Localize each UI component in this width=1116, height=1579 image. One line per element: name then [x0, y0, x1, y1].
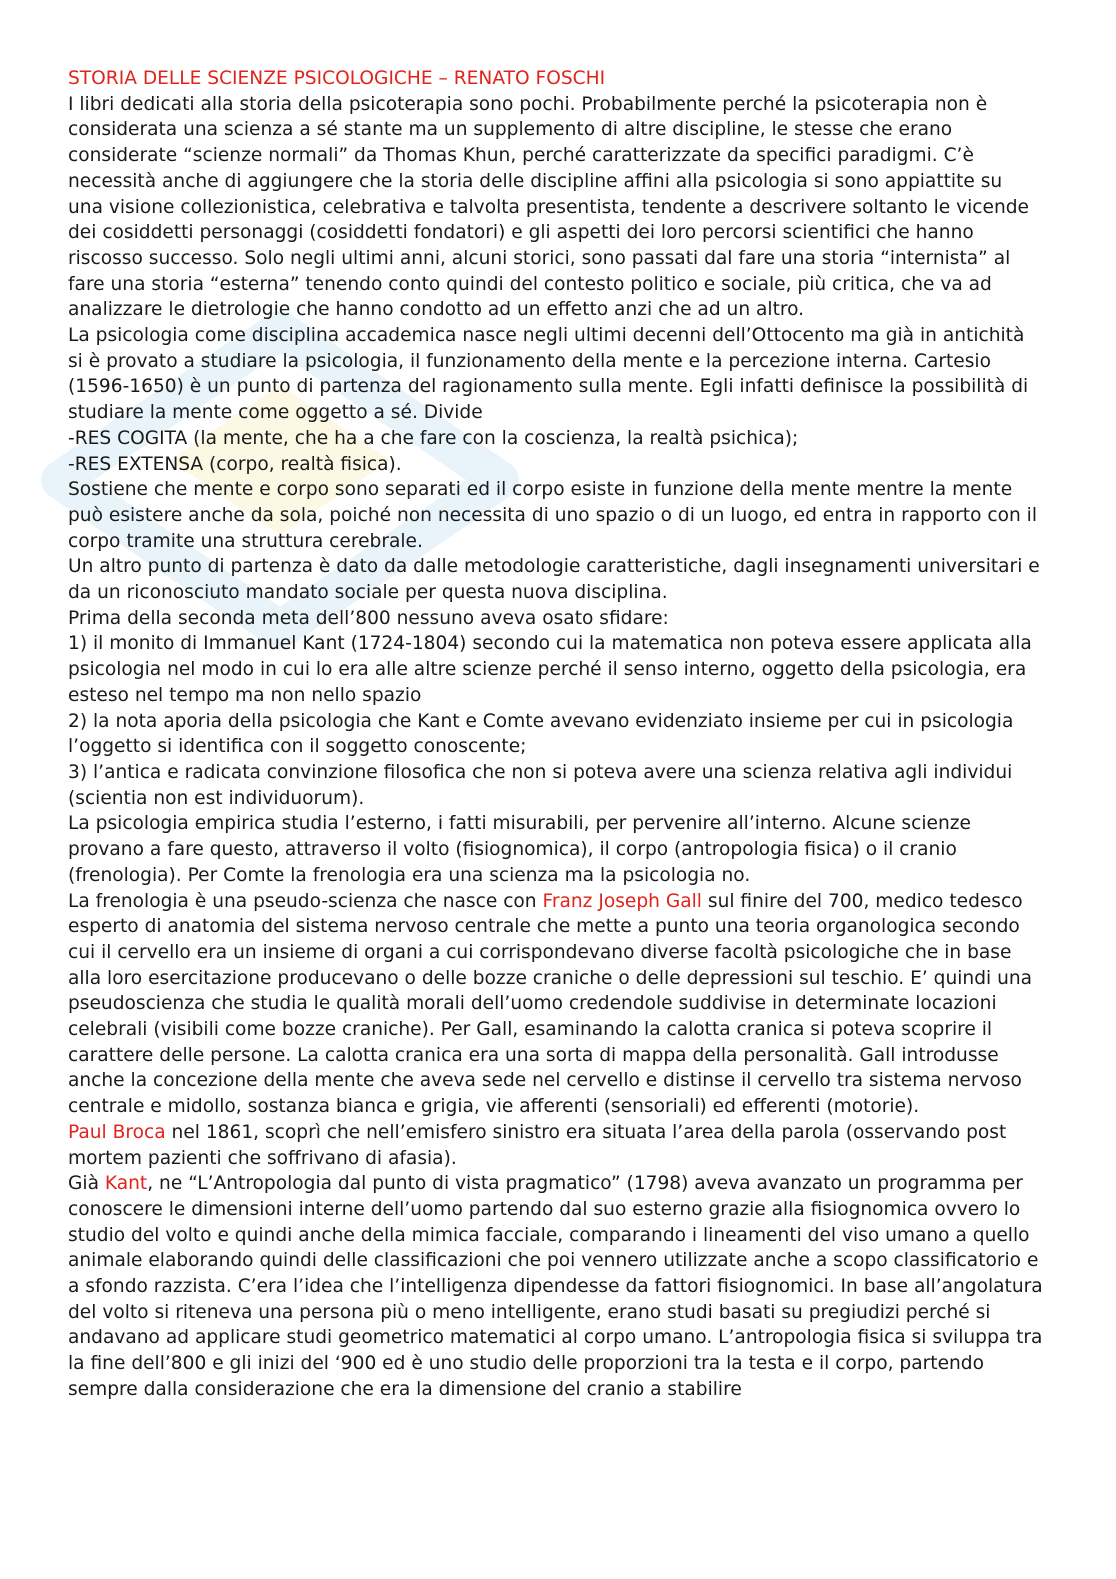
paragraph-mind-body: Sostiene che mente e corpo sono separati ed il corpo esiste in funzione della mente mentre la mente può esistere anche da sola, poiché non necessita di uno spazio o di un luogo, ed entra in rapporto con il corpo tramite una struttura cerebrale.	[68, 479, 1037, 552]
kant-name: Kant	[104, 1173, 148, 1195]
paragraph-challenge-intro: Prima della seconda meta dell’800 nessuno aveva osato sfidare:	[68, 607, 669, 629]
broca-text-after: nel 1861, scoprì che nell’emisfero sinistro era situata l’area della parola (osservando post mortem pazienti che soffrivano di afasia).	[68, 1121, 1007, 1169]
gall-text-after: sul finire del 700, medico tedesco esperto di anatomia del sistema nervoso centrale che mette a punto una teoria organologica secondo cui il cervello era un insieme di organi a cui corrispondevano diverse facoltà psicologiche che in base alla loro esercitazione producevano o delle bozze craniche o delle depressioni sul teschio. E’ quindi una pseudoscienza che studia le qualità morali dell’uomo credendole suddivise in determinate locazioni celebrali (visibili come bozze craniche). Per Gall, esaminando la calotta cranica si poteva scoprire il carattere delle persone. La calotta cranica era una sorta di mappa della personalità. Gall introdusse anche la concezione della mente che aveva sede nel cervello e distinse il cervello tra sistema nervoso centrale e midollo, sostanza bianca e grigia, vie afferenti (sensoriali) ed efferenti (motorie).	[68, 890, 1033, 1118]
kant-text-after: , ne “L’Antropologia dal punto di vista pragmatico” (1798) aveva avanzato un programma per conoscere le dimensioni interne dell’uomo partendo dal suo esterno grazie alla fisiognomica ovvero lo studio del volto e quindi anche della mimica facciale, comparando i lineamenti del viso umano a quello animale elaborando quindi delle classificazioni che poi vennero utilizzate anche a scopo classificatorio e a sfondo razzista. C’era l’idea che l’intelligenza dipendesse da fattori fisiognomici. In base all’angolatura del volto si riteneva una persona più o meno intelligente, erano studi basati su pregiudizi perché si andavano ad applicare studi geometrico matematici al corpo umano. L’antropologia fisica si sviluppa tra la fine dell’800 e gli inizi del ‘900 ed è uno studio delle proporzioni tra la testa e il corpo, partendo sempre dalla considerazione che era la dimensione del cranio a stabilire	[68, 1173, 1043, 1400]
broca-name: Paul Broca	[68, 1121, 166, 1143]
list-item-2: 2) la nota aporia della psicologia che Kant e Comte avevano evidenziato insieme per cui in psicologia l’oggetto si identifica con il soggetto conoscente;	[68, 710, 1014, 758]
paragraph-intro: I libri dedicati alla storia della psicoterapia sono pochi. Probabilmente perché la psicoterapia non è considerata una scienza a sé stante ma un supplemento di altre discipline, le stesse che erano considerate “scienze normali” da Thomas Khun, perché caratterizzate da specifici paradigmi. C’è necessità anche di aggiungere che la storia delle discipline affini alla psicologia si sono appiattite su una visione collezionistica, celebrativa e talvolta presentista, tendente a descrivere soltanto le vicende dei cosiddetti personaggi (cosiddetti fondatori) e gli aspetti dei loro percorsi scientifici che hanno riscosso successo. Solo negli ultimi anni, alcuni storici, sono passati dal fare una storia “internista” al fare una storia “esterna” tenendo conto quindi del contesto politico e sociale, più critica, che va ad analizzare le dietrologie che hanno condotto ad un effetto anzi che ad un altro.	[68, 93, 1029, 321]
paragraph-gall	[68, 889, 1043, 1120]
paragraph-res-extensa: -RES EXTENSA (corpo, realtà fisica).	[68, 453, 402, 475]
paragraph-empirical: La psicologia empirica studia l’esterno, i fatti misurabili, per pervenire all’interno. Alcune scienze provano a fare questo, attraverso il volto (fisiognomica), il corpo (antropologia fisica) o il cranio (frenologia). Per Comte la frenologia era una scienza ma la psicologia no.	[68, 813, 971, 886]
gall-name: Franz Joseph Gall	[542, 890, 702, 912]
document-title: STORIA DELLE SCIENZE PSICOLOGICHE – RENATO FOSCHI	[68, 68, 606, 89]
paragraph-res-cogita: -RES COGITA (la mente, che ha a che fare con la coscienza, la realtà psichica);	[68, 427, 799, 449]
paragraph-kant	[68, 1171, 1043, 1402]
list-item-3: 3) l’antica e radicata convinzione filosofica che non si poteva avere una scienza relativa agli individui (scientia non est individuorum).	[68, 761, 1013, 809]
paragraph-psychology-origins: La psicologia come disciplina accademica nasce negli ultimi decenni dell’Ottocento ma già in antichità si è provato a studiare la psicologia, il funzionamento della mente e la percezione interna. Cartesio (1596-1650) è un punto di partenza del ragionamento sulla mente. Egli infatti definisce la possibilità di studiare la mente come oggetto a sé. Divide	[68, 325, 1029, 424]
list-item-1: 1) il monito di Immanuel Kant (1724-1804) secondo cui la matematica non poteva essere applicata alla psicologia nel modo in cui lo era alle altre scienze perché il senso interno, oggetto della psicologia, era esteso nel tempo ma non nello spazio	[68, 633, 1032, 706]
gall-text-before: La frenologia è una pseudo-scienza che nasce con	[68, 890, 543, 912]
kant-text-before: Già	[68, 1173, 105, 1195]
paragraph-broca	[68, 1120, 1043, 1171]
document-page	[68, 66, 1043, 1403]
paragraph-starting-point: Un altro punto di partenza è dato da dalle metodologie caratteristiche, dagli insegnamenti universitari e da un riconosciuto mandato sociale per questa nuova disciplina.	[68, 556, 1040, 604]
